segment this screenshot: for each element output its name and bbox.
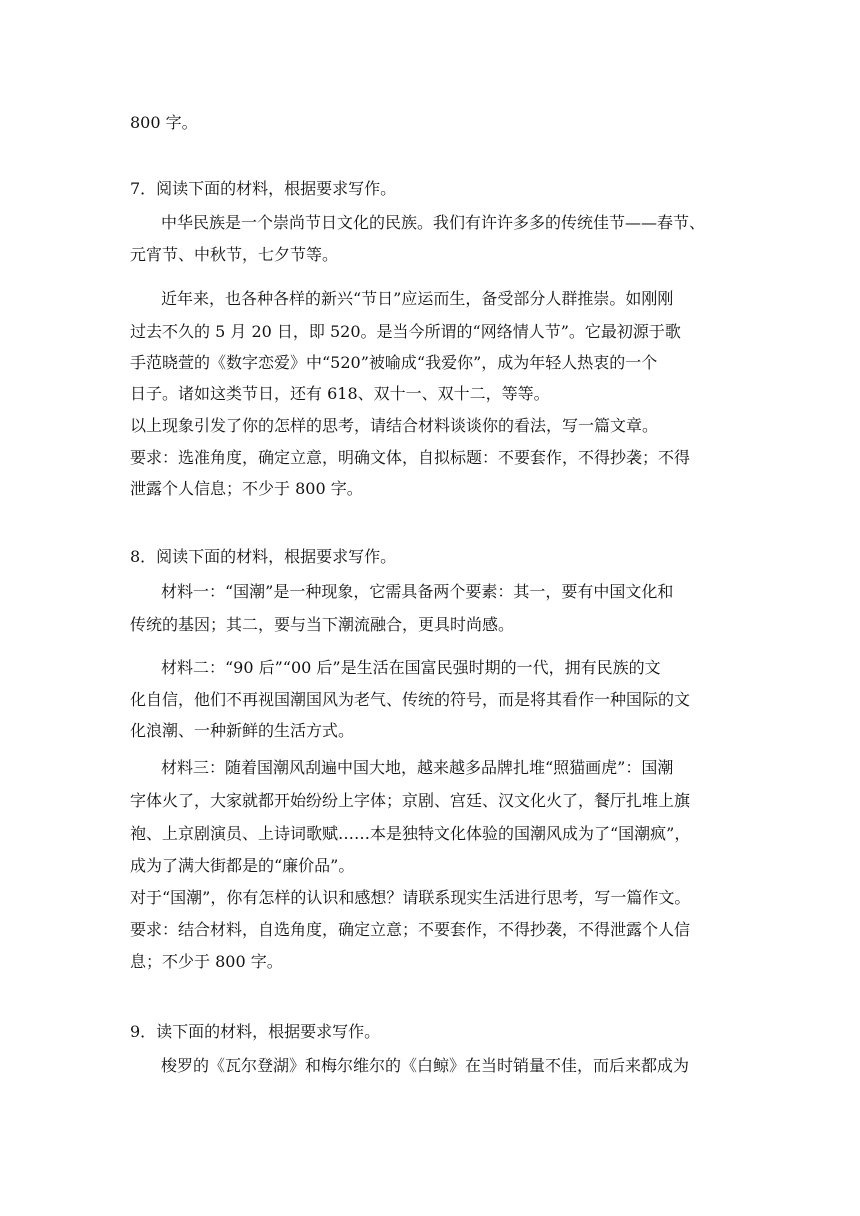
q8-material-three: 材料三：随着国潮风刮遍中国大地，越来越多品牌扎堆“照猫画虎”：国潮 — [161, 758, 674, 777]
q7-requirements: 要求：选准角度，确定立意，明确文体，自拟标题：不要套作，不得抄袭；不得 — [130, 448, 691, 467]
q7-requirements: 泄露个人信息；不少于 800 字。 — [130, 479, 363, 498]
q8-material-two: 化浪潮、一种新鲜的生活方式。 — [130, 721, 355, 740]
q8-material-one: 材料一：“国潮”是一种现象，它需具备两个要素：其一，要有中国文化和 — [161, 582, 674, 601]
q8-material-two: 化自信，他们不再视国潮国风为老气、传统的符号，而是将其看作一种国际的文 — [130, 690, 691, 709]
q8-material-three: 字体火了，大家就都开始纷纷上字体；京剧、宫廷、汉文化火了，餐厅扎堆上旗 — [130, 791, 691, 810]
q7-writing-prompt: 以上现象引发了你的怎样的思考，请结合材料谈谈你的看法，写一篇文章。 — [130, 416, 659, 435]
q7-paragraph-line: 近年来，也各种各样的新兴“节日”应运而生，备受部分人群推崇。如刚刚 — [161, 289, 674, 308]
q8-writing-prompt: 对于“国潮”，你有怎样的认识和感想？请联系现实生活进行思考，写一篇作文。 — [130, 888, 691, 907]
q8-material-three: 成为了满大街都是的“廉价品”。 — [130, 856, 355, 875]
q9-paragraph-line: 梭罗的《瓦尔登湖》和梅尔维尔的《白鲸》在当时销量不佳，而后来都成为 — [161, 1056, 690, 1075]
previous-question-tail: 800 字。 — [130, 113, 198, 132]
q9-heading: 9．读下面的材料，根据要求写作。 — [130, 1022, 381, 1041]
q8-material-one: 传统的基因；其二，要与当下潮流融合，更具时尚感。 — [130, 615, 515, 634]
q7-paragraph-line: 过去不久的 5 月 20 日，即 520。是当今所谓的“网络情人节”。它最初源于歌 — [130, 322, 681, 341]
q8-material-two: 材料二：“90 后”“00 后”是生活在国富民强时期的一代，拥有民族的文 — [161, 658, 661, 677]
q7-paragraph-line: 中华民族是一个崇尚节日文化的民族。我们有许许多多的传统佳节——春节、 — [161, 213, 706, 232]
q7-paragraph-line: 手范晓萱的《数字恋爱》中“520”被喻成“我爱你”，成为年轻人热衷的一个 — [130, 353, 658, 372]
q8-material-three: 袍、上京剧演员、上诗词歌赋……本是独特文化体验的国潮风成为了“国潮疯”， — [130, 824, 691, 843]
q8-requirements: 要求：结合材料，自选角度，确定立意；不要套作，不得抄袭，不得泄露个人信 — [130, 920, 691, 939]
q7-heading: 7．阅读下面的材料，根据要求写作。 — [130, 179, 397, 198]
q7-paragraph-line: 元宵节、中秋节，七夕节等。 — [130, 245, 339, 264]
q7-paragraph-line: 日子。诸如这类节日，还有 618、双十一、双十二，等等。 — [130, 384, 550, 403]
q8-heading: 8．阅读下面的材料，根据要求写作。 — [130, 547, 397, 566]
q8-requirements: 息；不少于 800 字。 — [130, 952, 283, 971]
